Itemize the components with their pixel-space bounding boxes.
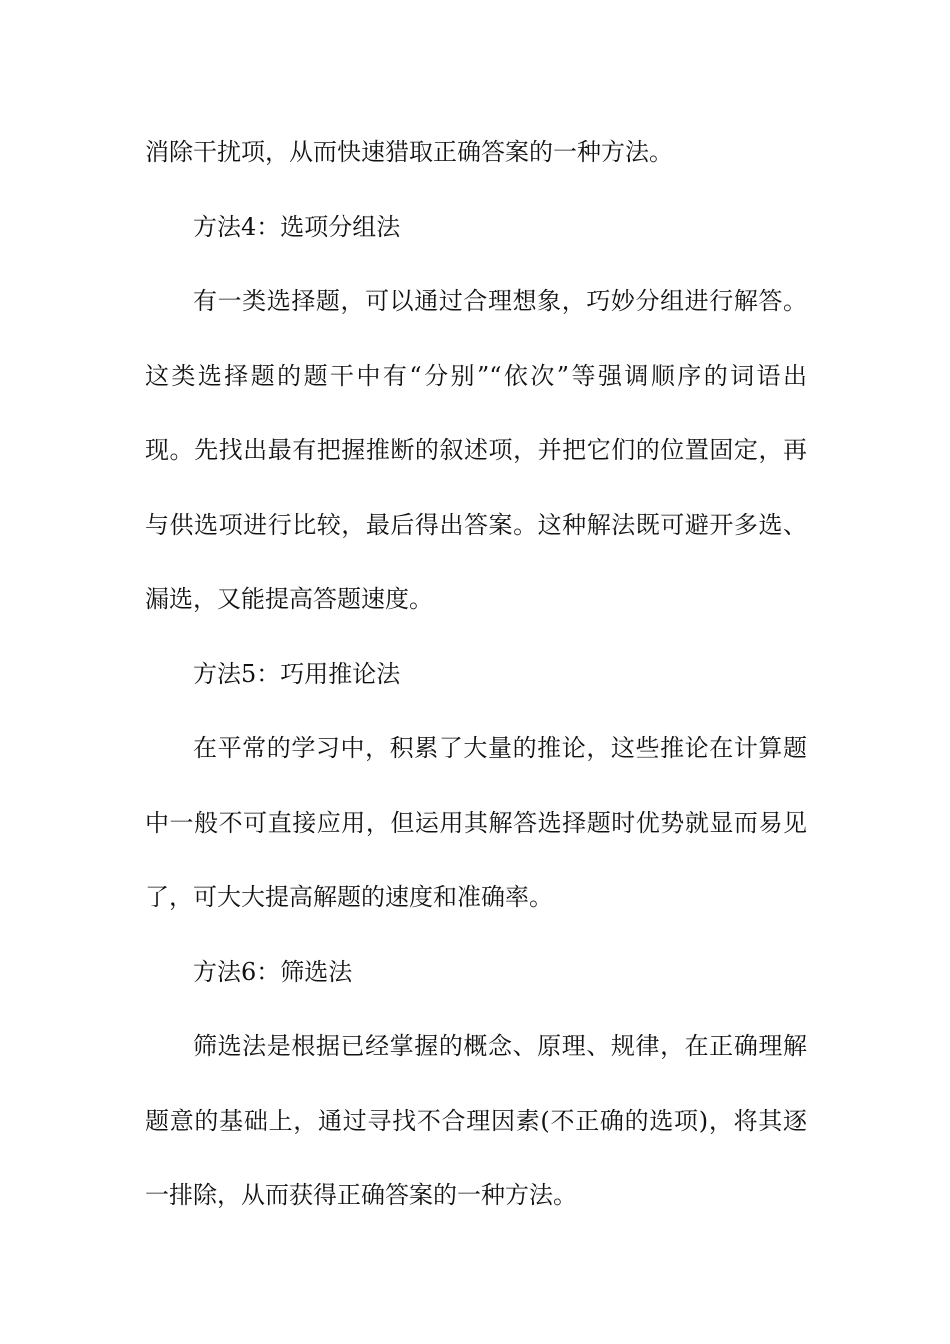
section-heading-method-5: 方法5：巧用推论法 bbox=[193, 659, 401, 688]
paragraph-line: 题意的基础上，通过寻找不合理因素(不正确的选项)，将其逐 bbox=[145, 1106, 807, 1135]
paragraph-line: 与供选项进行比较，最后得出答案。这种解法既可避开多选、 bbox=[145, 510, 807, 539]
paragraph-line: 现。先找出最有把握推断的叙述项，并把它们的位置固定，再 bbox=[145, 436, 807, 464]
paragraph-line: 漏选，又能提高答题速度。 bbox=[145, 585, 433, 613]
paragraph-line: 这类选择题的题干中有“分别”“依次”等强调顺序的词语出 bbox=[145, 361, 807, 390]
paragraph-line: 在平常的学习中，积累了大量的推论，这些推论在计算题 bbox=[193, 734, 807, 762]
paragraph-line: 了，可大大提高解题的速度和准确率。 bbox=[145, 883, 553, 911]
paragraph-line: 消除干扰项，从而快速猎取正确答案的一种方法。 bbox=[145, 138, 673, 166]
paragraph-line: 中一般不可直接应用，但运用其解答选择题时优势就显而易见 bbox=[145, 808, 807, 837]
section-heading-method-6: 方法6：筛选法 bbox=[193, 957, 353, 986]
document-body bbox=[145, 122, 807, 1240]
paragraph-line: 有一类选择题，可以通过合理想象，巧妙分组进行解答。 bbox=[193, 287, 807, 315]
paragraph-line: 筛选法是根据已经掌握的概念、原理、规律，在正确理解 bbox=[193, 1032, 807, 1060]
section-heading-method-4: 方法4：选项分组法 bbox=[193, 212, 401, 241]
paragraph-line: 一排除，从而获得正确答案的一种方法。 bbox=[145, 1181, 577, 1209]
